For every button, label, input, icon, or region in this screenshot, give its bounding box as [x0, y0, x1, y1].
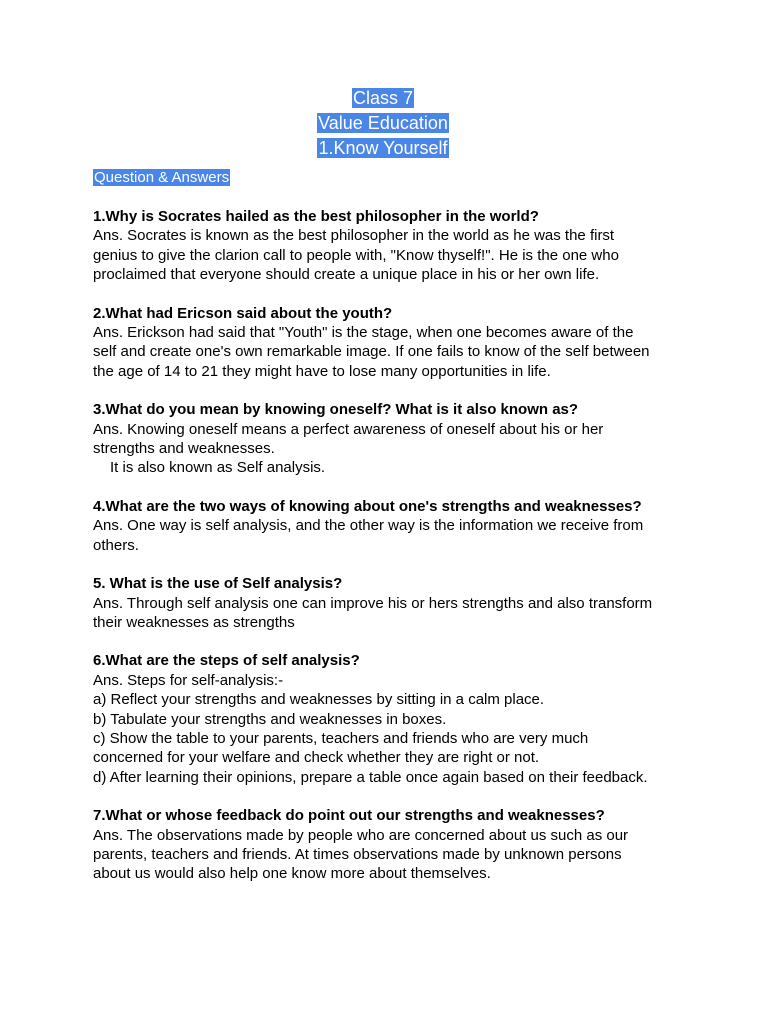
answer-line: Ans. Socrates is known as the best philosopher in the world as he was the first: [93, 227, 615, 245]
answer-line: Ans. Knowing oneself means a perfect awareness of oneself about his or her: [93, 420, 604, 438]
qa-item: [93, 400, 693, 478]
question: 2.What had Ericson said about the youth?: [93, 304, 393, 322]
answer-line: Ans. Steps for self-analysis:-: [93, 671, 284, 689]
class-heading: Class 7: [352, 88, 414, 108]
qa-item: [93, 304, 693, 382]
question: 6.What are the steps of self analysis?: [93, 652, 360, 670]
answer-line: Ans. Through self analysis one can improve his or hers strengths and also transform: [93, 594, 653, 612]
qa-item: [93, 574, 693, 632]
question: 5. What is the use of Self analysis?: [93, 575, 343, 593]
question: 7.What or whose feedback do point out our strengths and weaknesses?: [93, 807, 605, 825]
answer-line: parents, teachers and friends. At times observations made by unknown persons: [93, 845, 622, 863]
answer-line: the age of 14 to 21 they might have to lose many opportunities in life.: [93, 362, 551, 380]
section-label: Question & Answers: [94, 169, 230, 186]
answer-line: d) After learning their opinions, prepare a table once again based on their feedback.: [93, 768, 648, 786]
qa-item: [93, 651, 693, 787]
answer-line: Ans. One way is self analysis, and the other way is the information we receive from: [93, 517, 644, 535]
answer-line: self and create one's own remarkable image. If one fails to know of the self between: [93, 343, 650, 361]
answer-line: c) Show the table to your parents, teachers and friends who are very much: [93, 729, 589, 747]
document-page: [93, 86, 693, 884]
answer-line: proclaimed that everyone should create a unique place in his or her own life.: [93, 266, 600, 284]
question: 3.What do you mean by knowing oneself? What is it also known as?: [93, 401, 579, 419]
answer-line: b) Tabulate your strengths and weaknesses in boxes.: [93, 710, 447, 728]
qa-item: [93, 497, 693, 555]
qa-item: [93, 207, 693, 285]
answer-line: Ans. Erickson had said that "Youth" is the stage, when one becomes aware of the: [93, 324, 634, 342]
chapter-heading: 1.Know Yourself: [318, 138, 448, 158]
subject-heading: Value Education: [318, 113, 448, 133]
answer-line: a) Reflect your strengths and weaknesses by sitting in a calm place.: [93, 691, 545, 709]
qa-item: [93, 806, 693, 884]
title-block: [93, 86, 673, 161]
answer-line: concerned for your welfare and check whether they are right or not.: [93, 749, 540, 767]
answer-line: others.: [93, 536, 139, 554]
answer-line: their weaknesses as strengths: [93, 613, 295, 631]
answer-line: Ans. The observations made by people who are concerned about us such as our: [93, 826, 629, 844]
question: 4.What are the two ways of knowing about one's strengths and weaknesses?: [93, 497, 642, 515]
answer-line: about us would also help one know more about themselves.: [93, 865, 491, 883]
answer-line: genius to give the clarion call to people with, "Know thyself!". He is the one who: [93, 246, 619, 264]
answer-line-indented: It is also known as Self analysis.: [110, 459, 326, 477]
question: 1.Why is Socrates hailed as the best philosopher in the world?: [93, 208, 539, 225]
answer-line: strengths and weaknesses.: [93, 440, 275, 458]
